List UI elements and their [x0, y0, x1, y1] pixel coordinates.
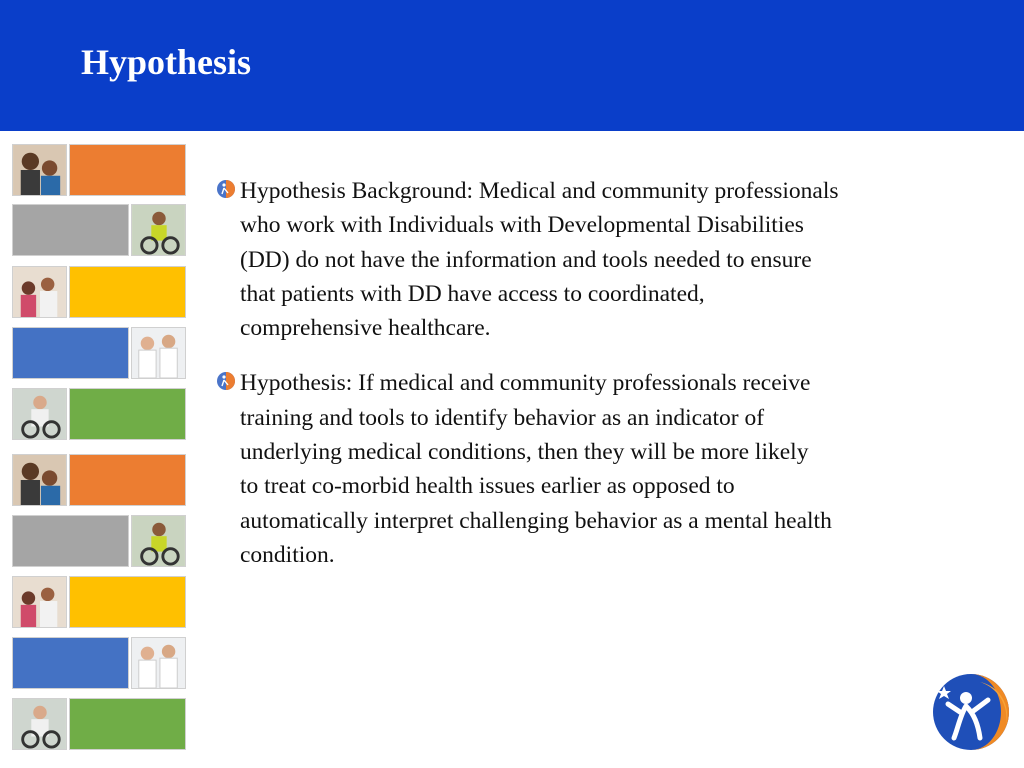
color-tile-gray	[12, 204, 129, 256]
bullet-text: Hypothesis: If medical and community professionals receive training and tools to identify behavior as an indicator of underlying medical conditions, then they will be more likely to treat co-morbid health issues earlier as opposed to automatically interpret challenging behavior as a mental health condition.	[240, 370, 832, 568]
photo-tile-wheelchair	[131, 515, 186, 567]
color-tile-orange	[69, 454, 186, 506]
color-tile-blue	[12, 637, 129, 689]
color-tile-yellow	[69, 266, 186, 318]
color-tile-green	[69, 388, 186, 440]
photo-tile-people	[12, 454, 67, 506]
bullet-item-background	[216, 174, 986, 345]
photo-tile-classroom	[12, 576, 67, 628]
organization-logo	[930, 672, 1012, 752]
bullet-text: Hypothesis Background: Medical and community professionals who work with Individuals with Developmental Disabilities (DD) do not have the information and tools needed to ensure that patients with DD have access to coordinated, comprehensive healthcare.	[240, 178, 839, 342]
photo-tile-doctors	[131, 637, 186, 689]
photo-tile-doctors	[131, 327, 186, 379]
color-tile-green	[69, 698, 186, 750]
color-tile-yellow	[69, 576, 186, 628]
slide-content	[216, 174, 986, 593]
color-tile-blue	[12, 327, 129, 379]
bullet-item-hypothesis	[216, 366, 986, 572]
photo-tile-wheelchair	[131, 204, 186, 256]
color-tile-gray	[12, 515, 129, 567]
photo-tile-man-wheelchair	[12, 698, 67, 750]
title-bar	[0, 0, 1024, 131]
slide-title: Hypothesis	[81, 42, 252, 82]
photo-tile-man-wheelchair	[12, 388, 67, 440]
photo-tile-classroom	[12, 266, 67, 318]
bullet-icon	[216, 371, 236, 391]
bullet-icon	[216, 179, 236, 199]
photo-tile-people	[12, 144, 67, 196]
color-tile-orange	[69, 144, 186, 196]
